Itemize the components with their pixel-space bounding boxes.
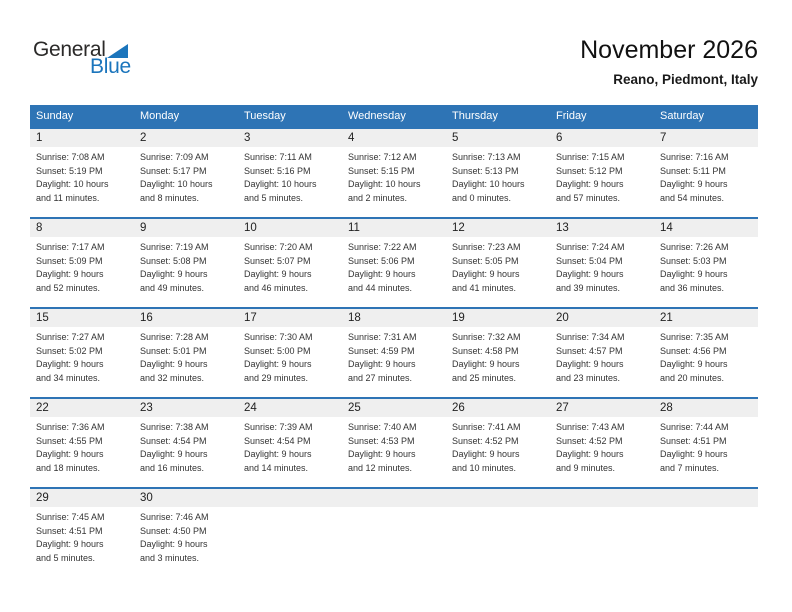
day-details (134, 417, 238, 475)
sunrise-text: Sunrise: 7:45 AM (36, 512, 105, 522)
sunrise-text: Sunrise: 7:27 AM (36, 332, 105, 342)
sunset-text: Sunset: 4:54 PM (140, 435, 207, 446)
calendar-table (30, 105, 758, 577)
sunrise-text: Sunrise: 7:15 AM (556, 152, 625, 162)
day-cell-15 (30, 309, 134, 397)
day-number: 7 (654, 129, 758, 147)
day-number: 11 (342, 219, 446, 237)
day-cell-22 (30, 399, 134, 487)
daylight-text-line2: and 7 minutes. (660, 462, 720, 473)
day-number: 14 (654, 219, 758, 237)
sunrise-text: Sunrise: 7:44 AM (660, 422, 729, 432)
daylight-text-line1: Daylight: 9 hours (452, 269, 520, 279)
sunrise-text: Sunrise: 7:46 AM (140, 512, 209, 522)
day-number: 17 (238, 309, 342, 327)
day-cell-29 (30, 489, 134, 577)
sunrise-text: Sunrise: 7:13 AM (452, 152, 521, 162)
daylight-text-line2: and 39 minutes. (556, 282, 621, 293)
day-cell-23 (134, 399, 238, 487)
day-cell-27 (550, 399, 654, 487)
day-number: 3 (238, 129, 342, 147)
sunset-text: Sunset: 5:07 PM (244, 255, 311, 266)
sunset-text: Sunset: 4:58 PM (452, 345, 519, 356)
daylight-text-line1: Daylight: 9 hours (244, 449, 312, 459)
day-number: 19 (446, 309, 550, 327)
weekday-header-saturday: Saturday (660, 110, 705, 122)
sunrise-text: Sunrise: 7:09 AM (140, 152, 209, 162)
daylight-text-line2: and 34 minutes. (36, 372, 101, 383)
daylight-text-line2: and 44 minutes. (348, 282, 413, 293)
day-number: 4 (342, 129, 446, 147)
day-details (30, 147, 134, 205)
sunrise-text: Sunrise: 7:24 AM (556, 242, 625, 252)
daylight-text-line1: Daylight: 9 hours (452, 359, 520, 369)
daylight-text-line1: Daylight: 9 hours (660, 179, 728, 189)
sunset-text: Sunset: 4:51 PM (660, 435, 727, 446)
day-number: 22 (30, 399, 134, 417)
daylight-text-line2: and 20 minutes. (660, 372, 725, 383)
daylight-text-line2: and 10 minutes. (452, 462, 517, 473)
week-row (30, 217, 758, 307)
sunset-text: Sunset: 5:02 PM (36, 345, 103, 356)
day-cell-empty (238, 489, 342, 577)
day-number (550, 489, 654, 507)
day-number (654, 489, 758, 507)
daylight-text-line2: and 27 minutes. (348, 372, 413, 383)
daylight-text-line2: and 23 minutes. (556, 372, 621, 383)
day-cell-empty (654, 489, 758, 577)
sunset-text: Sunset: 4:52 PM (556, 435, 623, 446)
sunrise-text: Sunrise: 7:32 AM (452, 332, 521, 342)
day-cell-16 (134, 309, 238, 397)
sunrise-text: Sunrise: 7:19 AM (140, 242, 209, 252)
daylight-text-line2: and 11 minutes. (36, 192, 100, 203)
day-details (446, 417, 550, 475)
sunset-text: Sunset: 5:03 PM (660, 255, 727, 266)
day-number: 13 (550, 219, 654, 237)
day-cell-28 (654, 399, 758, 487)
day-details (446, 147, 550, 205)
day-number: 1 (30, 129, 134, 147)
page-title: November 2026 (580, 36, 758, 64)
daylight-text-line1: Daylight: 9 hours (556, 179, 624, 189)
day-cell-empty (342, 489, 446, 577)
sunrise-text: Sunrise: 7:28 AM (140, 332, 209, 342)
daylight-text-line2: and 32 minutes. (140, 372, 205, 383)
daylight-text-line2: and 36 minutes. (660, 282, 725, 293)
day-details (134, 507, 238, 565)
sunset-text: Sunset: 5:08 PM (140, 255, 207, 266)
daylight-text-line1: Daylight: 9 hours (660, 269, 728, 279)
sunrise-text: Sunrise: 7:23 AM (452, 242, 521, 252)
day-cell-10 (238, 219, 342, 307)
day-number: 21 (654, 309, 758, 327)
daylight-text-line1: Daylight: 9 hours (244, 359, 312, 369)
sunrise-text: Sunrise: 7:16 AM (660, 152, 729, 162)
daylight-text-line2: and 3 minutes. (140, 552, 200, 563)
sunrise-text: Sunrise: 7:12 AM (348, 152, 417, 162)
day-cell-1 (30, 129, 134, 217)
day-cell-12 (446, 219, 550, 307)
day-cell-4 (342, 129, 446, 217)
sunrise-text: Sunrise: 7:34 AM (556, 332, 625, 342)
day-cell-19 (446, 309, 550, 397)
daylight-text-line1: Daylight: 9 hours (140, 359, 208, 369)
daylight-text-line2: and 2 minutes. (348, 192, 408, 203)
daylight-text-line1: Daylight: 10 hours (348, 179, 421, 189)
day-details (550, 147, 654, 205)
day-number: 15 (30, 309, 134, 327)
day-cell-30 (134, 489, 238, 577)
day-cell-20 (550, 309, 654, 397)
day-details (342, 327, 446, 385)
sunset-text: Sunset: 4:53 PM (348, 435, 415, 446)
day-cell-14 (654, 219, 758, 307)
logo-text-general: General (33, 38, 106, 61)
day-details (654, 417, 758, 475)
day-number: 6 (550, 129, 654, 147)
day-details (238, 147, 342, 205)
daylight-text-line2: and 25 minutes. (452, 372, 517, 383)
day-details (134, 147, 238, 205)
day-details (134, 327, 238, 385)
daylight-text-line1: Daylight: 9 hours (556, 449, 624, 459)
daylight-text-line1: Daylight: 9 hours (140, 449, 208, 459)
sunset-text: Sunset: 4:51 PM (36, 525, 103, 536)
sunset-text: Sunset: 5:19 PM (36, 165, 103, 176)
sunset-text: Sunset: 4:59 PM (348, 345, 415, 356)
day-number: 16 (134, 309, 238, 327)
week-row (30, 397, 758, 487)
day-number: 9 (134, 219, 238, 237)
day-details (238, 237, 342, 295)
day-number (446, 489, 550, 507)
day-cell-7 (654, 129, 758, 217)
day-cell-13 (550, 219, 654, 307)
day-details (446, 327, 550, 385)
sunrise-text: Sunrise: 7:26 AM (660, 242, 729, 252)
general-blue-logo (33, 38, 131, 79)
daylight-text-line2: and 41 minutes. (452, 282, 517, 293)
daylight-text-line2: and 5 minutes. (36, 552, 96, 563)
weekday-header-thursday: Thursday (452, 110, 498, 122)
daylight-text-line1: Daylight: 9 hours (36, 449, 104, 459)
day-number: 23 (134, 399, 238, 417)
day-number: 12 (446, 219, 550, 237)
daylight-text-line2: and 12 minutes. (348, 462, 413, 473)
sunset-text: Sunset: 4:56 PM (660, 345, 727, 356)
daylight-text-line1: Daylight: 9 hours (660, 359, 728, 369)
day-cell-26 (446, 399, 550, 487)
daylight-text-line1: Daylight: 9 hours (348, 269, 416, 279)
sunrise-text: Sunrise: 7:35 AM (660, 332, 729, 342)
daylight-text-line1: Daylight: 9 hours (140, 539, 208, 549)
day-number: 27 (550, 399, 654, 417)
daylight-text-line1: Daylight: 9 hours (452, 449, 520, 459)
daylight-text-line2: and 8 minutes. (140, 192, 200, 203)
day-details (446, 237, 550, 295)
day-details (30, 237, 134, 295)
weekday-header-tuesday: Tuesday (244, 110, 286, 122)
day-cell-6 (550, 129, 654, 217)
daylight-text-line1: Daylight: 10 hours (244, 179, 317, 189)
sunrise-text: Sunrise: 7:22 AM (348, 242, 417, 252)
sunrise-text: Sunrise: 7:11 AM (244, 152, 312, 162)
day-cell-24 (238, 399, 342, 487)
sunset-text: Sunset: 4:52 PM (452, 435, 519, 446)
day-number: 5 (446, 129, 550, 147)
sunset-text: Sunset: 5:01 PM (140, 345, 207, 356)
sunset-text: Sunset: 4:50 PM (140, 525, 207, 536)
daylight-text-line2: and 49 minutes. (140, 282, 205, 293)
weekday-header-friday: Friday (556, 110, 587, 122)
daylight-text-line1: Daylight: 9 hours (348, 359, 416, 369)
day-details (654, 327, 758, 385)
day-cell-17 (238, 309, 342, 397)
day-number: 20 (550, 309, 654, 327)
daylight-text-line1: Daylight: 9 hours (348, 449, 416, 459)
sunset-text: Sunset: 5:17 PM (140, 165, 207, 176)
week-row (30, 487, 758, 577)
sunrise-text: Sunrise: 7:38 AM (140, 422, 209, 432)
sunrise-text: Sunrise: 7:40 AM (348, 422, 417, 432)
day-details (134, 237, 238, 295)
day-number: 2 (134, 129, 238, 147)
sunset-text: Sunset: 5:06 PM (348, 255, 415, 266)
day-cell-11 (342, 219, 446, 307)
day-details (342, 417, 446, 475)
daylight-text-line2: and 16 minutes. (140, 462, 205, 473)
daylight-text-line2: and 29 minutes. (244, 372, 309, 383)
day-details (550, 237, 654, 295)
day-cell-18 (342, 309, 446, 397)
day-number: 24 (238, 399, 342, 417)
sunset-text: Sunset: 5:05 PM (452, 255, 519, 266)
sunset-text: Sunset: 5:11 PM (660, 165, 726, 176)
daylight-text-line2: and 52 minutes. (36, 282, 101, 293)
weekday-header-row (30, 105, 758, 127)
sunset-text: Sunset: 4:54 PM (244, 435, 311, 446)
sunrise-text: Sunrise: 7:43 AM (556, 422, 625, 432)
daylight-text-line1: Daylight: 9 hours (36, 359, 104, 369)
sunset-text: Sunset: 4:55 PM (36, 435, 103, 446)
daylight-text-line2: and 46 minutes. (244, 282, 309, 293)
day-details (342, 237, 446, 295)
title-block (580, 36, 758, 87)
day-number: 29 (30, 489, 134, 507)
weekday-header-monday: Monday (140, 110, 180, 122)
sunrise-text: Sunrise: 7:30 AM (244, 332, 313, 342)
day-number: 30 (134, 489, 238, 507)
day-details (550, 417, 654, 475)
day-number: 10 (238, 219, 342, 237)
daylight-text-line2: and 18 minutes. (36, 462, 101, 473)
day-number: 8 (30, 219, 134, 237)
sunset-text: Sunset: 5:13 PM (452, 165, 519, 176)
day-number (342, 489, 446, 507)
day-details (342, 147, 446, 205)
week-row (30, 307, 758, 397)
day-cell-9 (134, 219, 238, 307)
daylight-text-line1: Daylight: 10 hours (36, 179, 109, 189)
day-cell-empty (550, 489, 654, 577)
location-subtitle: Reano, Piedmont, Italy (613, 72, 758, 87)
day-number (238, 489, 342, 507)
weekday-header-sunday: Sunday (36, 110, 74, 122)
daylight-text-line1: Daylight: 9 hours (660, 449, 728, 459)
sunset-text: Sunset: 5:15 PM (348, 165, 415, 176)
day-details (550, 327, 654, 385)
calendar-grid (30, 127, 758, 577)
daylight-text-line2: and 14 minutes. (244, 462, 309, 473)
day-details (30, 417, 134, 475)
sunrise-text: Sunrise: 7:20 AM (244, 242, 313, 252)
day-number: 18 (342, 309, 446, 327)
sunset-text: Sunset: 5:09 PM (36, 255, 103, 266)
logo-text-blue: Blue (90, 55, 131, 78)
day-cell-5 (446, 129, 550, 217)
daylight-text-line2: and 0 minutes. (452, 192, 512, 203)
weekday-header-wednesday: Wednesday (348, 110, 406, 122)
day-details (238, 417, 342, 475)
daylight-text-line1: Daylight: 10 hours (452, 179, 525, 189)
daylight-text-line2: and 57 minutes. (556, 192, 621, 203)
sunrise-text: Sunrise: 7:08 AM (36, 152, 105, 162)
sunrise-text: Sunrise: 7:17 AM (36, 242, 105, 252)
daylight-text-line1: Daylight: 9 hours (140, 269, 208, 279)
day-cell-2 (134, 129, 238, 217)
day-cell-8 (30, 219, 134, 307)
sunset-text: Sunset: 5:00 PM (244, 345, 311, 356)
day-cell-25 (342, 399, 446, 487)
daylight-text-line1: Daylight: 9 hours (556, 269, 624, 279)
sunrise-text: Sunrise: 7:41 AM (452, 422, 521, 432)
daylight-text-line1: Daylight: 10 hours (140, 179, 213, 189)
sunset-text: Sunset: 5:16 PM (244, 165, 311, 176)
day-cell-3 (238, 129, 342, 217)
sunset-text: Sunset: 4:57 PM (556, 345, 623, 356)
day-number: 28 (654, 399, 758, 417)
sunset-text: Sunset: 5:04 PM (556, 255, 623, 266)
daylight-text-line2: and 54 minutes. (660, 192, 725, 203)
day-number: 26 (446, 399, 550, 417)
daylight-text-line1: Daylight: 9 hours (556, 359, 624, 369)
sunrise-text: Sunrise: 7:36 AM (36, 422, 105, 432)
day-cell-empty (446, 489, 550, 577)
day-number: 25 (342, 399, 446, 417)
week-row (30, 127, 758, 217)
daylight-text-line1: Daylight: 9 hours (36, 539, 104, 549)
day-details (654, 237, 758, 295)
day-cell-21 (654, 309, 758, 397)
sunrise-text: Sunrise: 7:39 AM (244, 422, 313, 432)
day-details (238, 327, 342, 385)
sunset-text: Sunset: 5:12 PM (556, 165, 623, 176)
day-details (654, 147, 758, 205)
daylight-text-line2: and 5 minutes. (244, 192, 304, 203)
day-details (30, 507, 134, 565)
day-details (30, 327, 134, 385)
daylight-text-line1: Daylight: 9 hours (36, 269, 104, 279)
daylight-text-line1: Daylight: 9 hours (244, 269, 312, 279)
daylight-text-line2: and 9 minutes. (556, 462, 616, 473)
sunrise-text: Sunrise: 7:31 AM (348, 332, 417, 342)
